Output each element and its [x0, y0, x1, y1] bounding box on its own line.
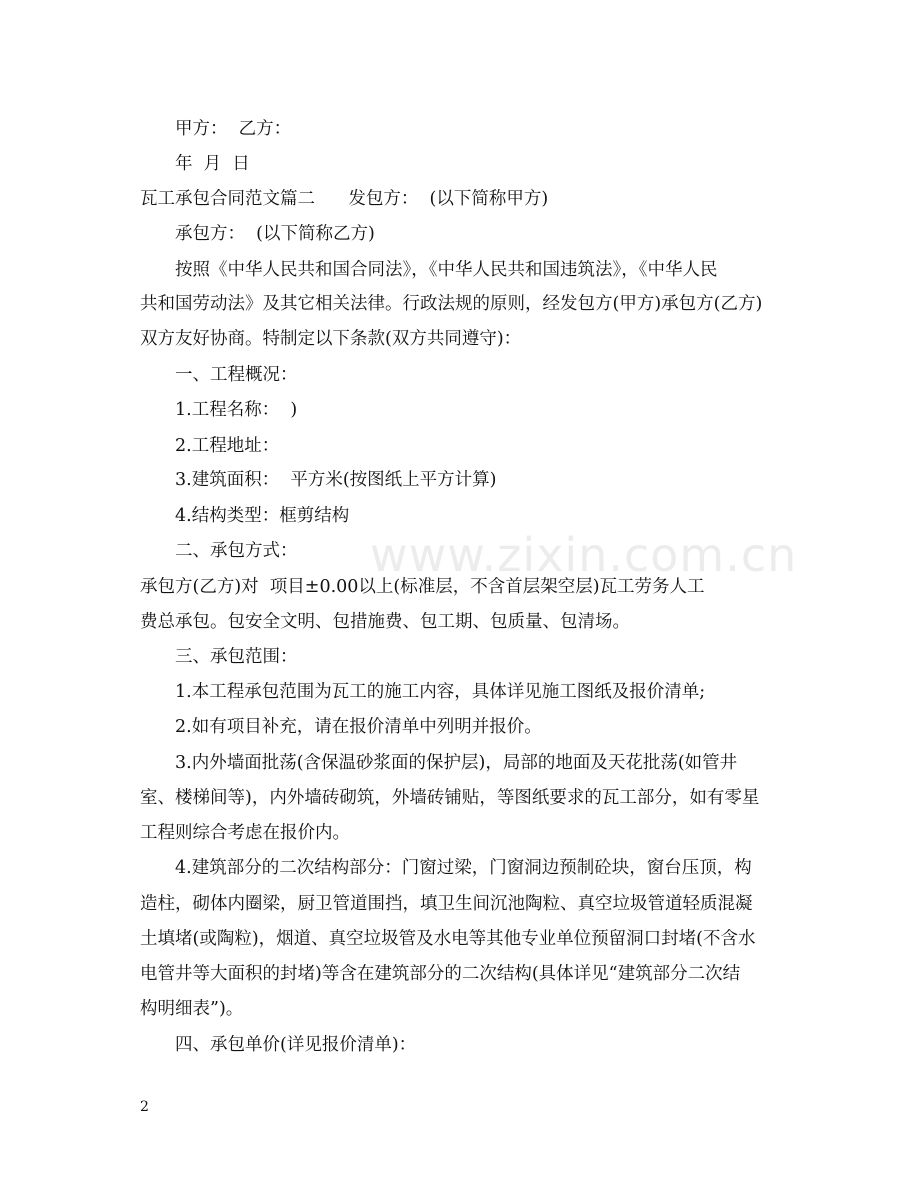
list-item: 4.建筑部分的二次结构部分：门窗过梁，门窗洞边预制砼块，窗台压顶，构 — [175, 858, 752, 878]
list-item: 3.内外墙面批荡(含保温砂浆面的保护层)，局部的地面及天花批荡(如管井 — [175, 753, 738, 773]
paragraph-line: 共和国劳动法》及其它相关法律。行政法规的原则，经发包方(甲方)承包方(乙方) — [140, 294, 763, 314]
party-line: 甲方： 乙方： — [175, 119, 292, 139]
section-title-line: 瓦工承包合同范文篇二 发包方： (以下简称甲方) — [140, 189, 549, 209]
list-item: 2.如有项目补充，请在报价清单中列明并报价。 — [175, 717, 542, 737]
list-item-continuation: 电管井等大面积的封堵)等含在建筑部分的二次结构(具体详见“建筑部分二次结 — [140, 964, 741, 984]
page-number: 2 — [140, 1099, 149, 1115]
heading-line: 三、承包范围： — [175, 647, 298, 667]
list-item: 1.工程名称： ) — [175, 400, 298, 420]
paragraph-line: 双方友好协商。特制定以下条款(双方共同遵守)： — [140, 329, 522, 349]
watermark: www.zixin.com.cn — [370, 528, 798, 582]
list-item: 1.本工程承包范围为瓦工的施工内容，具体详见施工图纸及报价清单; — [175, 682, 706, 702]
list-item: 4.结构类型：框剪结构 — [175, 506, 350, 526]
list-item-continuation: 构明细表”)。 — [140, 999, 244, 1019]
paragraph-line: 按照《中华人民共和国合同法》，《中华人民共和国违筑法》，《中华人民 — [175, 260, 718, 280]
heading-line: 四、承包单价(详见报价清单)： — [175, 1035, 417, 1055]
paragraph-line: 费总承包。包安全文明、包措施费、包工期、包质量、包清场。 — [140, 612, 630, 632]
paragraph-line: 承包方(乙方)对 项目±0.00以上(标准层，不含首层架空层)瓦工劳务人工 — [140, 577, 705, 597]
list-item-continuation: 造柱，砌体内圈梁，厨卫管道围挡，填卫生间沉池陶粒、真空垃圾管道轻质混凝 — [140, 894, 753, 914]
list-item: 2.工程地址： — [175, 436, 280, 456]
list-item: 3.建筑面积： 平方米(按图纸上平方计算) — [175, 470, 497, 490]
heading-line: 二、承包方式： — [175, 541, 298, 561]
list-item-continuation: 室、楼梯间等)，内外墙砖砌筑，外墙砖铺贴，等图纸要求的瓦工部分，如有零星 — [140, 788, 760, 808]
date-line: 年 月 日 — [175, 154, 250, 174]
list-item-continuation: 土填堵(或陶粒)，烟道、真空垃圾管及水电等其他专业单位预留洞口封堵(不含水 — [140, 929, 756, 949]
contractor-line: 承包方： (以下简称乙方) — [175, 224, 375, 244]
heading-line: 一、工程概况： — [175, 365, 298, 385]
list-item-continuation: 工程则综合考虑在报价内。 — [140, 823, 350, 843]
